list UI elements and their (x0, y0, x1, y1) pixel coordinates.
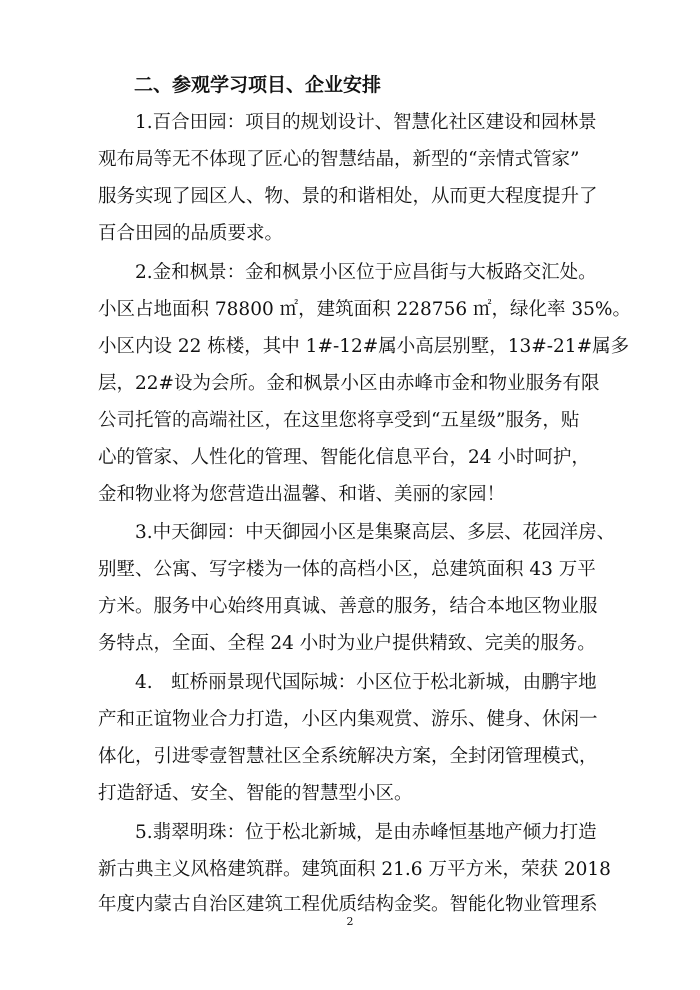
text-line: 层，22#设为会所。金和枫景小区由赤峰市金和物业服务有限 (98, 373, 600, 394)
text-line: 年度内蒙古自治区建筑工程优质结构金奖。智能化物业管理系 (98, 894, 598, 915)
text-line: 2.金和枫景：金和枫景小区位于应昌街与大板路交汇处。 (98, 262, 597, 283)
text-line: 3.中天御园：中天御园小区是集聚高层、多层、花园洋房、 (98, 522, 616, 543)
text-line: 百合田园的品质要求。 (98, 223, 284, 244)
section-heading: 二、参观学习项目、企业安排 (134, 74, 382, 96)
text-line: 务特点，全面、全程 24 小时为业户提供精致、完美的服务。 (98, 633, 596, 654)
text-line: 小区内设 22 栋楼，其中 1#-12#属小高层别墅，13#-21#属多 (98, 336, 630, 357)
text-line: 产和正谊物业合力打造，小区内集观赏、游乐、健身、休闲一 (98, 709, 598, 730)
text-line: 新古典主义风格建筑群。建筑面积 21.6 万平方米，荣获 2018 (98, 859, 611, 880)
text-line: 小区占地面积 78800 ㎡，建筑面积 228756 ㎡，绿化率 35%。 (98, 299, 631, 320)
text-line: 体化，引进零壹智慧社区全系统解决方案，全封闭管理模式， (98, 746, 598, 767)
text-line: 5.翡翠明珠：位于松北新城，是由赤峰恒基地产倾力打造 (98, 822, 597, 843)
text-line: 金和物业将为您营造出温馨、和谐、美丽的家园！ (98, 484, 506, 505)
text-line: 观布局等无不体现了匠心的智慧结晶，新型的“亲情式管家” (98, 149, 580, 170)
page-number: 2 (346, 915, 354, 928)
text-line: 别墅、公寓、写字楼为一体的高档小区，总建筑面积 43 万平 (98, 559, 596, 580)
text-line: 公司托管的高端社区，在这里您将享受到“五星级”服务，贴 (98, 410, 580, 431)
text-line: 1.百合田园：项目的规划设计、智慧化社区建设和园林景 (98, 112, 597, 133)
text-line: 心的管家、人性化的管理、智能化信息平台，24 小时呵护， (98, 447, 590, 468)
text-line: 打造舒适、安全、智能的智慧型小区。 (98, 783, 413, 804)
text-line: 4. 虹桥丽景现代国际城：小区位于松北新城，由鹏宇地 (98, 672, 597, 693)
text-line: 服务实现了园区人、物、景的和谐相处，从而更大程度提升了 (98, 186, 598, 207)
text-line: 方米。服务中心始终用真诚、善意的服务，结合本地区物业服 (98, 596, 598, 617)
